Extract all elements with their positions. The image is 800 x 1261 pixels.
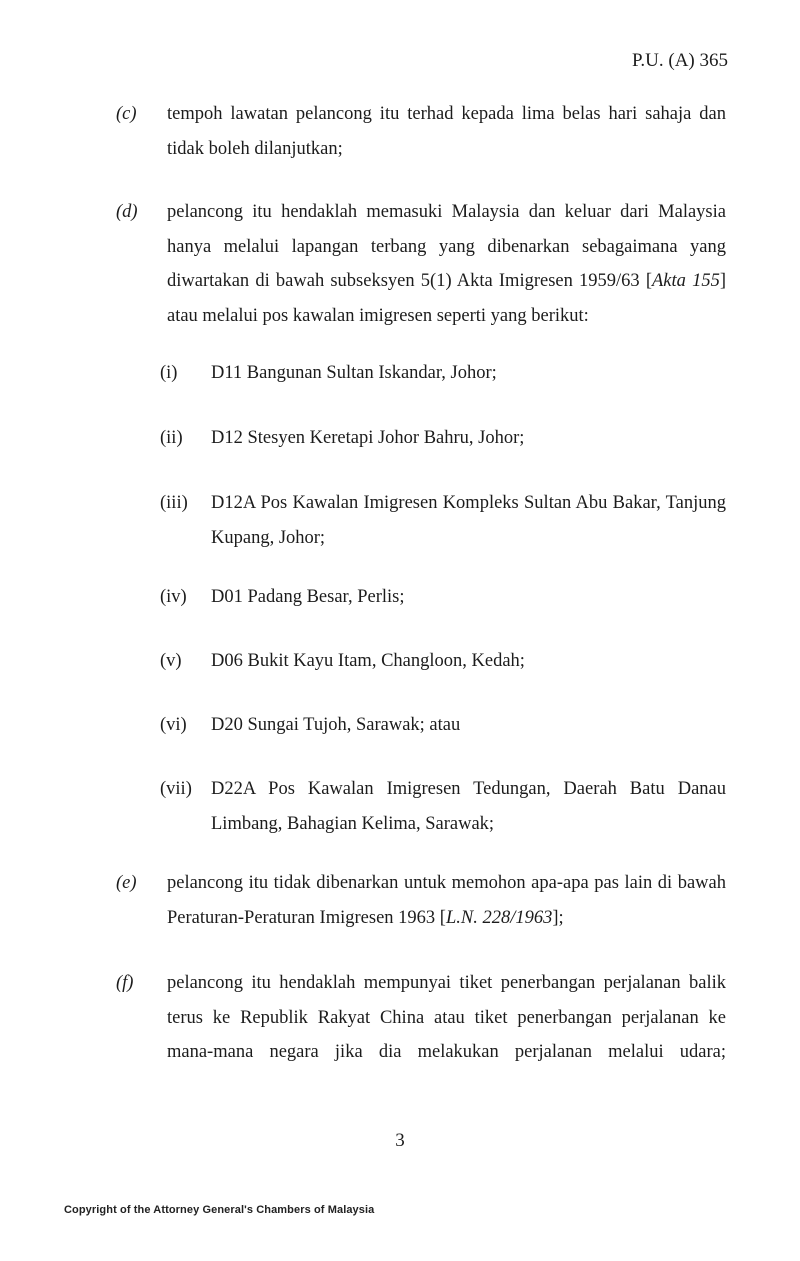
list-item <box>160 644 726 679</box>
item-text: D22A Pos Kawalan Imigresen Tedungan, Daerah Batu Danau Limbang, Bahagian Kelima, Sarawak; <box>211 779 726 834</box>
copyright-notice: Copyright of the Attorney General's Chambers of Malaysia <box>64 1204 375 1216</box>
citation: Akta 155 <box>652 271 720 291</box>
text-before-citation: pelancong itu hendaklah memasuki Malaysia dan keluar dari Malaysia hanya melalui lapangan terbang yang dibenarkan sebagaimana yang diwartakan di bawah subseksyen 5(1) Akta Imigresen 1959/63 [ <box>167 202 726 291</box>
paragraph-text: pelancong itu hendaklah mempunyai tiket penerbangan perjalanan balik terus ke Republik Rakyat China atau tiket penerbangan perjalanan ke mana-mana negara jika dia melakukan perjalanan melalui udara; <box>167 973 726 1062</box>
text-after-citation: ]; <box>552 907 564 928</box>
list-item <box>160 421 726 456</box>
paragraph-label: (f) <box>116 973 134 993</box>
paragraph-c <box>116 97 726 166</box>
item-text: D01 Padang Besar, Perlis; <box>211 587 405 607</box>
item-text: D12A Pos Kawalan Imigresen Kompleks Sultan Abu Bakar, Tanjung Kupang, Johor; <box>211 493 726 548</box>
item-text: D20 Sungai Tujoh, Sarawak; atau <box>211 715 461 735</box>
item-text: D11 Bangunan Sultan Iskandar, Johor; <box>211 363 497 383</box>
text-after-citation: ] atau melalui pos kawalan imigresen seperti yang berikut: <box>167 271 726 326</box>
paragraph-label: (d) <box>116 202 138 222</box>
item-label: (vii) <box>160 779 192 799</box>
item-label: (vi) <box>160 715 187 735</box>
list-item <box>160 580 726 615</box>
paragraph-e <box>116 866 726 935</box>
paragraph-f <box>116 966 726 1070</box>
item-label: (iii) <box>160 493 188 513</box>
paragraph-d <box>116 195 726 333</box>
item-label: (ii) <box>160 428 183 448</box>
paragraph-text <box>167 195 726 333</box>
page-number: 3 <box>395 1130 405 1151</box>
list-item <box>160 356 726 391</box>
paragraph-label: (e) <box>116 873 137 893</box>
list-item <box>160 708 726 743</box>
list-item <box>160 772 726 841</box>
item-label: (v) <box>160 651 182 671</box>
citation: L.N. 228/1963 <box>445 907 553 928</box>
item-label: (i) <box>160 363 178 383</box>
paragraph-text: tempoh lawatan pelancong itu terhad kepada lima belas hari sahaja dan tidak boleh dilanjutkan; <box>167 104 726 159</box>
item-label: (iv) <box>160 587 187 607</box>
item-text: D12 Stesyen Keretapi Johor Bahru, Johor; <box>211 428 525 448</box>
item-text: D06 Bukit Kayu Itam, Changloon, Kedah; <box>211 651 525 671</box>
text-before-citation: pelancong itu tidak dibenarkan untuk memohon apa-apa pas lain di bawah Peraturan-Peraturan Imigresen 1963 [ <box>167 873 726 928</box>
paragraph-label: (c) <box>116 104 137 124</box>
paragraph-text <box>167 866 726 935</box>
list-item <box>160 486 726 555</box>
page-reference: P.U. (A) 365 <box>631 50 728 71</box>
